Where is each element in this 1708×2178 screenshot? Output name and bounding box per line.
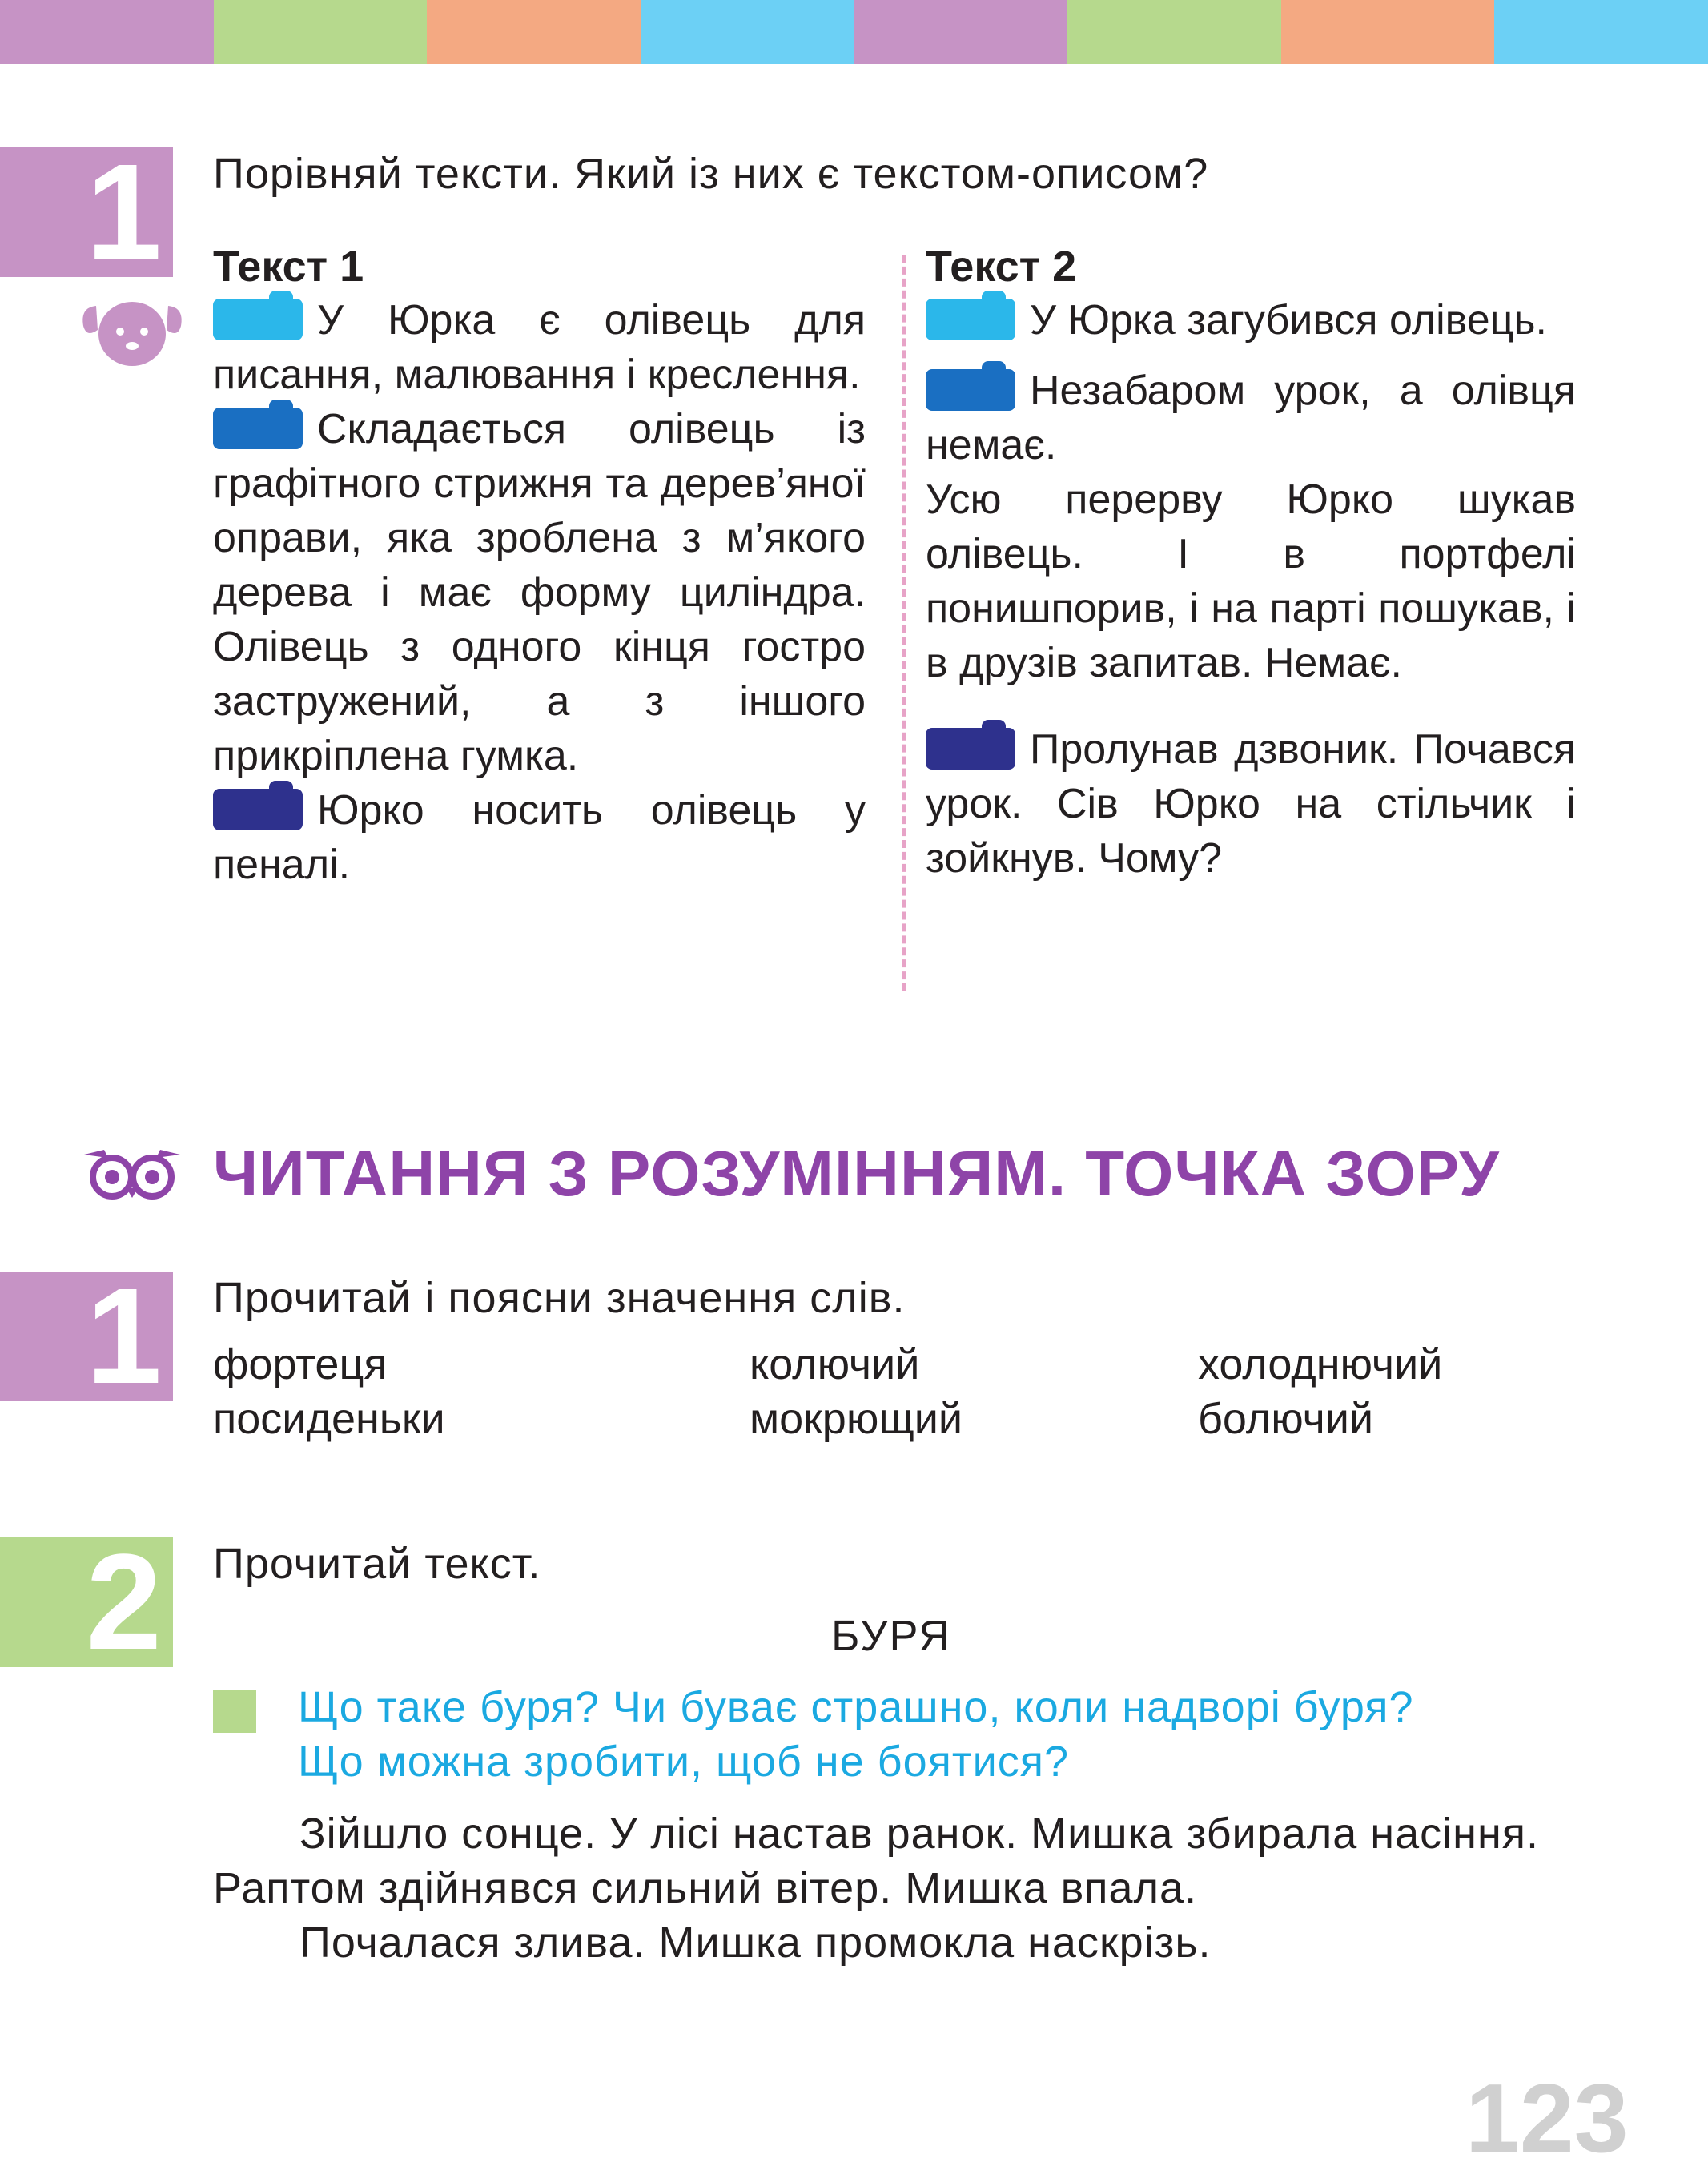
task-prompt: Прочитай текст.: [213, 1540, 541, 1588]
text2-paragraph: Усю перерву Юрко шукав олівець. І в портфелі понишпорив, і на парті пошукав, і в друзів запитав. Немає.: [926, 476, 1576, 686]
dog-icon: [80, 290, 184, 370]
story-title: БУРЯ: [831, 1612, 952, 1660]
text1-paragraph: Складається олівець із графітного стрижня та дерев’яної оправи, яка зроблена з м’якого дерева і має форму циліндра. Олівець з одного кінця гостро застружений, а з іншого прикріплена гумка.: [213, 406, 866, 779]
bookmark-marker: [926, 299, 1015, 340]
word: мокрющий: [750, 1395, 963, 1443]
text1-column: [213, 240, 866, 892]
task-prompt: Прочитай і поясни значення слів.: [213, 1274, 906, 1322]
story-paragraph: Зійшло сонце. У лісі настав ранок. Мишка збирала насіння. Раптом здійнявся сильний вітер. Мишка впала.: [213, 1810, 1540, 1912]
word-row: [213, 1392, 1574, 1446]
word: болючий: [1198, 1395, 1374, 1443]
word: фортеця: [213, 1340, 388, 1388]
pre-reading-question: Що таке буря? Чи буває страшно, коли надворі буря? Що можна зробити, щоб не боятися?: [298, 1683, 1414, 1786]
text2-paragraph: У Юрка загубився олівець.: [1030, 297, 1547, 344]
stripe-segment: [641, 0, 854, 64]
bookmark-marker: [213, 789, 303, 830]
text2-column: [926, 240, 1576, 886]
text2-paragraph: Пролунав дзвоник. Почався урок. Сів Юрко на стільчик і зойкнув. Чому?: [926, 726, 1576, 882]
bookmark-marker: [926, 728, 1015, 770]
word-list: [213, 1337, 1574, 1446]
stripe-segment: [214, 0, 428, 64]
bookmark-marker: [213, 408, 303, 449]
stripe-segment: [854, 0, 1068, 64]
owl-eyes-icon: [80, 1147, 184, 1203]
text1-title: Текст 1: [213, 243, 364, 291]
stripe-segment: [0, 0, 214, 64]
word-row: [213, 1337, 1574, 1392]
section-title: ЧИТАННЯ З РОЗУМІННЯМ. ТОЧКА ЗОРУ: [213, 1138, 1500, 1209]
task-number-badge: 1: [0, 147, 173, 277]
question-marker: [213, 1690, 256, 1733]
task-number-badge: 1: [0, 1272, 173, 1401]
stripe-segment: [427, 0, 641, 64]
text1-paragraph: У Юрка є олівець для писання, малювання і креслення.: [213, 297, 866, 398]
text2-paragraph: Незабаром урок, а олівця немає.: [926, 368, 1576, 468]
stripe-segment: [1281, 0, 1495, 64]
stripe-segment: [1067, 0, 1281, 64]
story-paragraph: Почалася злива. Мишка промокла наскрізь.: [299, 1919, 1212, 1967]
bookmark-marker: [926, 369, 1015, 411]
word: колючий: [750, 1340, 920, 1388]
word: холоднючий: [1198, 1340, 1443, 1388]
page-number: 123: [1465, 2063, 1629, 2172]
text1-paragraph: Юрко носить олівець у пеналі.: [213, 787, 866, 888]
text2-title: Текст 2: [926, 243, 1077, 291]
color-stripe: [0, 0, 1708, 64]
stripe-segment: [1494, 0, 1708, 64]
column-divider: [902, 255, 906, 991]
bookmark-marker: [213, 299, 303, 340]
task-number-badge: 2: [0, 1537, 173, 1667]
story-text: [213, 1806, 1574, 1970]
word: посиденьки: [213, 1395, 445, 1443]
task-prompt: Порівняй тексти. Який із них є текстом-описом?: [213, 150, 1209, 198]
